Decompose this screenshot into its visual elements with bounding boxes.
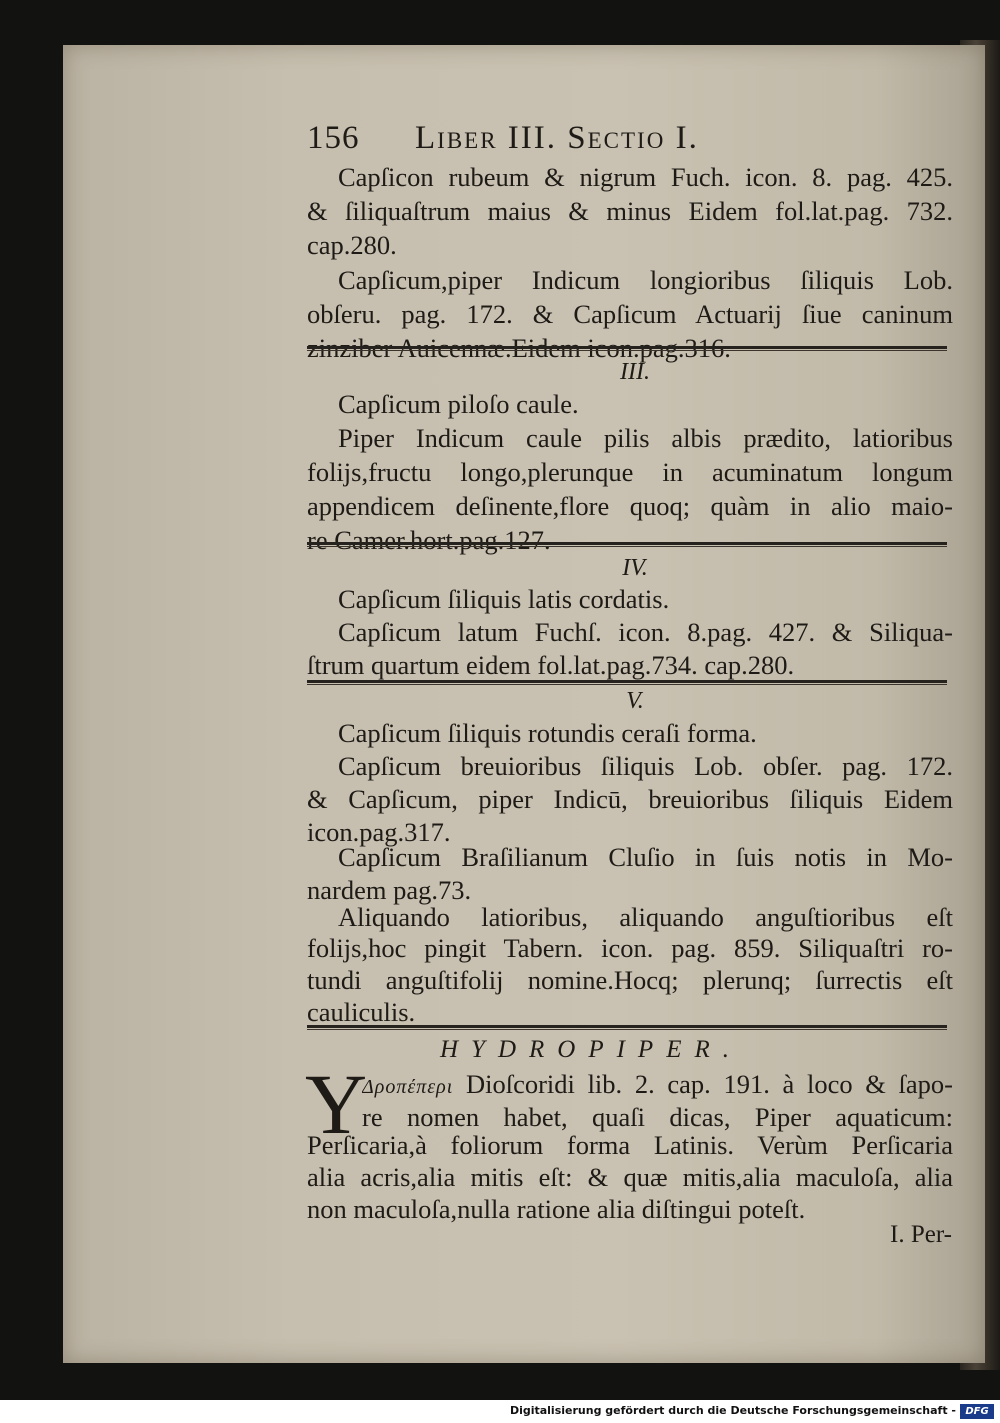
text-line: alia acris,alia mitis eſt: & quæ mitis,alia maculoſa, alia [307, 1162, 953, 1192]
text-line: tundi anguſtifolij nomine.Hocq; plerunq; ſurrectis eſt [307, 965, 953, 995]
section-rule [307, 346, 947, 351]
section-numeral-IV: IV. [622, 555, 648, 581]
text-line: Capſicum piloſo caule. [338, 389, 579, 419]
drop-cap: Y [305, 1056, 368, 1152]
section-numeral-III: III. [620, 359, 650, 385]
text-line: obſeru. pag. 172. & Capſicum Actuarij ſiue caninum [307, 299, 953, 329]
catchword: I. Per- [890, 1221, 952, 1248]
text-line: zinziber Auicennæ.Eidem icon.pag.316. [307, 333, 731, 363]
text-line: & Capſicum, piper Indicū, breuioribus ſiliquis Eidem [307, 784, 953, 814]
text-line: folijs,hoc pingit Tabern. icon. pag. 859. Siliquaſtri ro- [307, 933, 953, 963]
text-line: Perſicaria,à foliorum forma Latinis. Verùm Perſicaria [307, 1130, 953, 1160]
text-line-first [362, 1067, 953, 1104]
text-line: Capſicum ſiliquis rotundis ceraſi forma. [338, 718, 757, 748]
text-line: re Camer.hort.pag.127. [307, 525, 551, 555]
text-line: & ſiliquaſtrum maius & minus Eidem fol.lat.pag. 732. [307, 196, 953, 226]
greek-word: Δροπέπερι [362, 1076, 454, 1098]
text-line: icon.pag.317. [307, 817, 451, 847]
page-number: 156 [307, 120, 360, 156]
text-line: Aliquando latioribus, aliquando anguſtioribus eſt [338, 902, 953, 932]
text-line: cauliculis. [307, 997, 416, 1027]
running-title: Liber III. Sectio I. [415, 120, 699, 156]
text-line: Capſicum breuioribus ſiliquis Lob. obſer. pag. 172. [338, 751, 953, 781]
text-line: Capſicum ſiliquis latis cordatis. [338, 584, 670, 614]
text-line: ſtrum quartum eidem fol.lat.pag.734. cap.280. [307, 650, 795, 680]
text-line: nardem pag.73. [307, 875, 472, 905]
text-line: Capſicum latum Fuchſ. icon. 8.pag. 427. & Siliqua- [338, 617, 953, 647]
text-line: cap.280. [307, 230, 397, 260]
dfg-logo: DFG [960, 1404, 994, 1419]
section-rule [307, 680, 947, 685]
text-line: appendicem deſinente,flore quoq; quàm in alio maio- [307, 491, 953, 521]
text-line: folijs,fructu longo,plerunque in acuminatum longum [307, 457, 953, 487]
text-line: re nomen habet, quaſi dicas, Piper aquaticum: [362, 1102, 953, 1132]
section-rule [307, 542, 947, 547]
footer-credit: Digitalisierung gefördert durch die Deutsche Forschungsgemeinschaft - [509, 1404, 956, 1417]
text-line: Piper Indicum caule pilis albis prædito, latioribus [338, 423, 953, 453]
text-line: Capſicum Braſilianum Cluſio in ſuis notis in Mo- [338, 842, 953, 872]
section-numeral-V: V. [626, 688, 644, 714]
running-head [307, 118, 857, 158]
text-line-first-rest: Dioſcoridi lib. 2. cap. 191. à loco & ſapo- [453, 1069, 953, 1099]
text-line: Capſicon rubeum & nigrum Fuch. icon. 8. pag. 425. [338, 162, 953, 192]
chapter-title: HYDROPIPER. [440, 1036, 742, 1063]
section-rule [307, 1025, 947, 1030]
text-line: non maculoſa,nulla ratione alia diſtingui poteſt. [307, 1194, 806, 1224]
text-line: Capſicum,piper Indicum longioribus ſiliquis Lob. [338, 265, 953, 295]
